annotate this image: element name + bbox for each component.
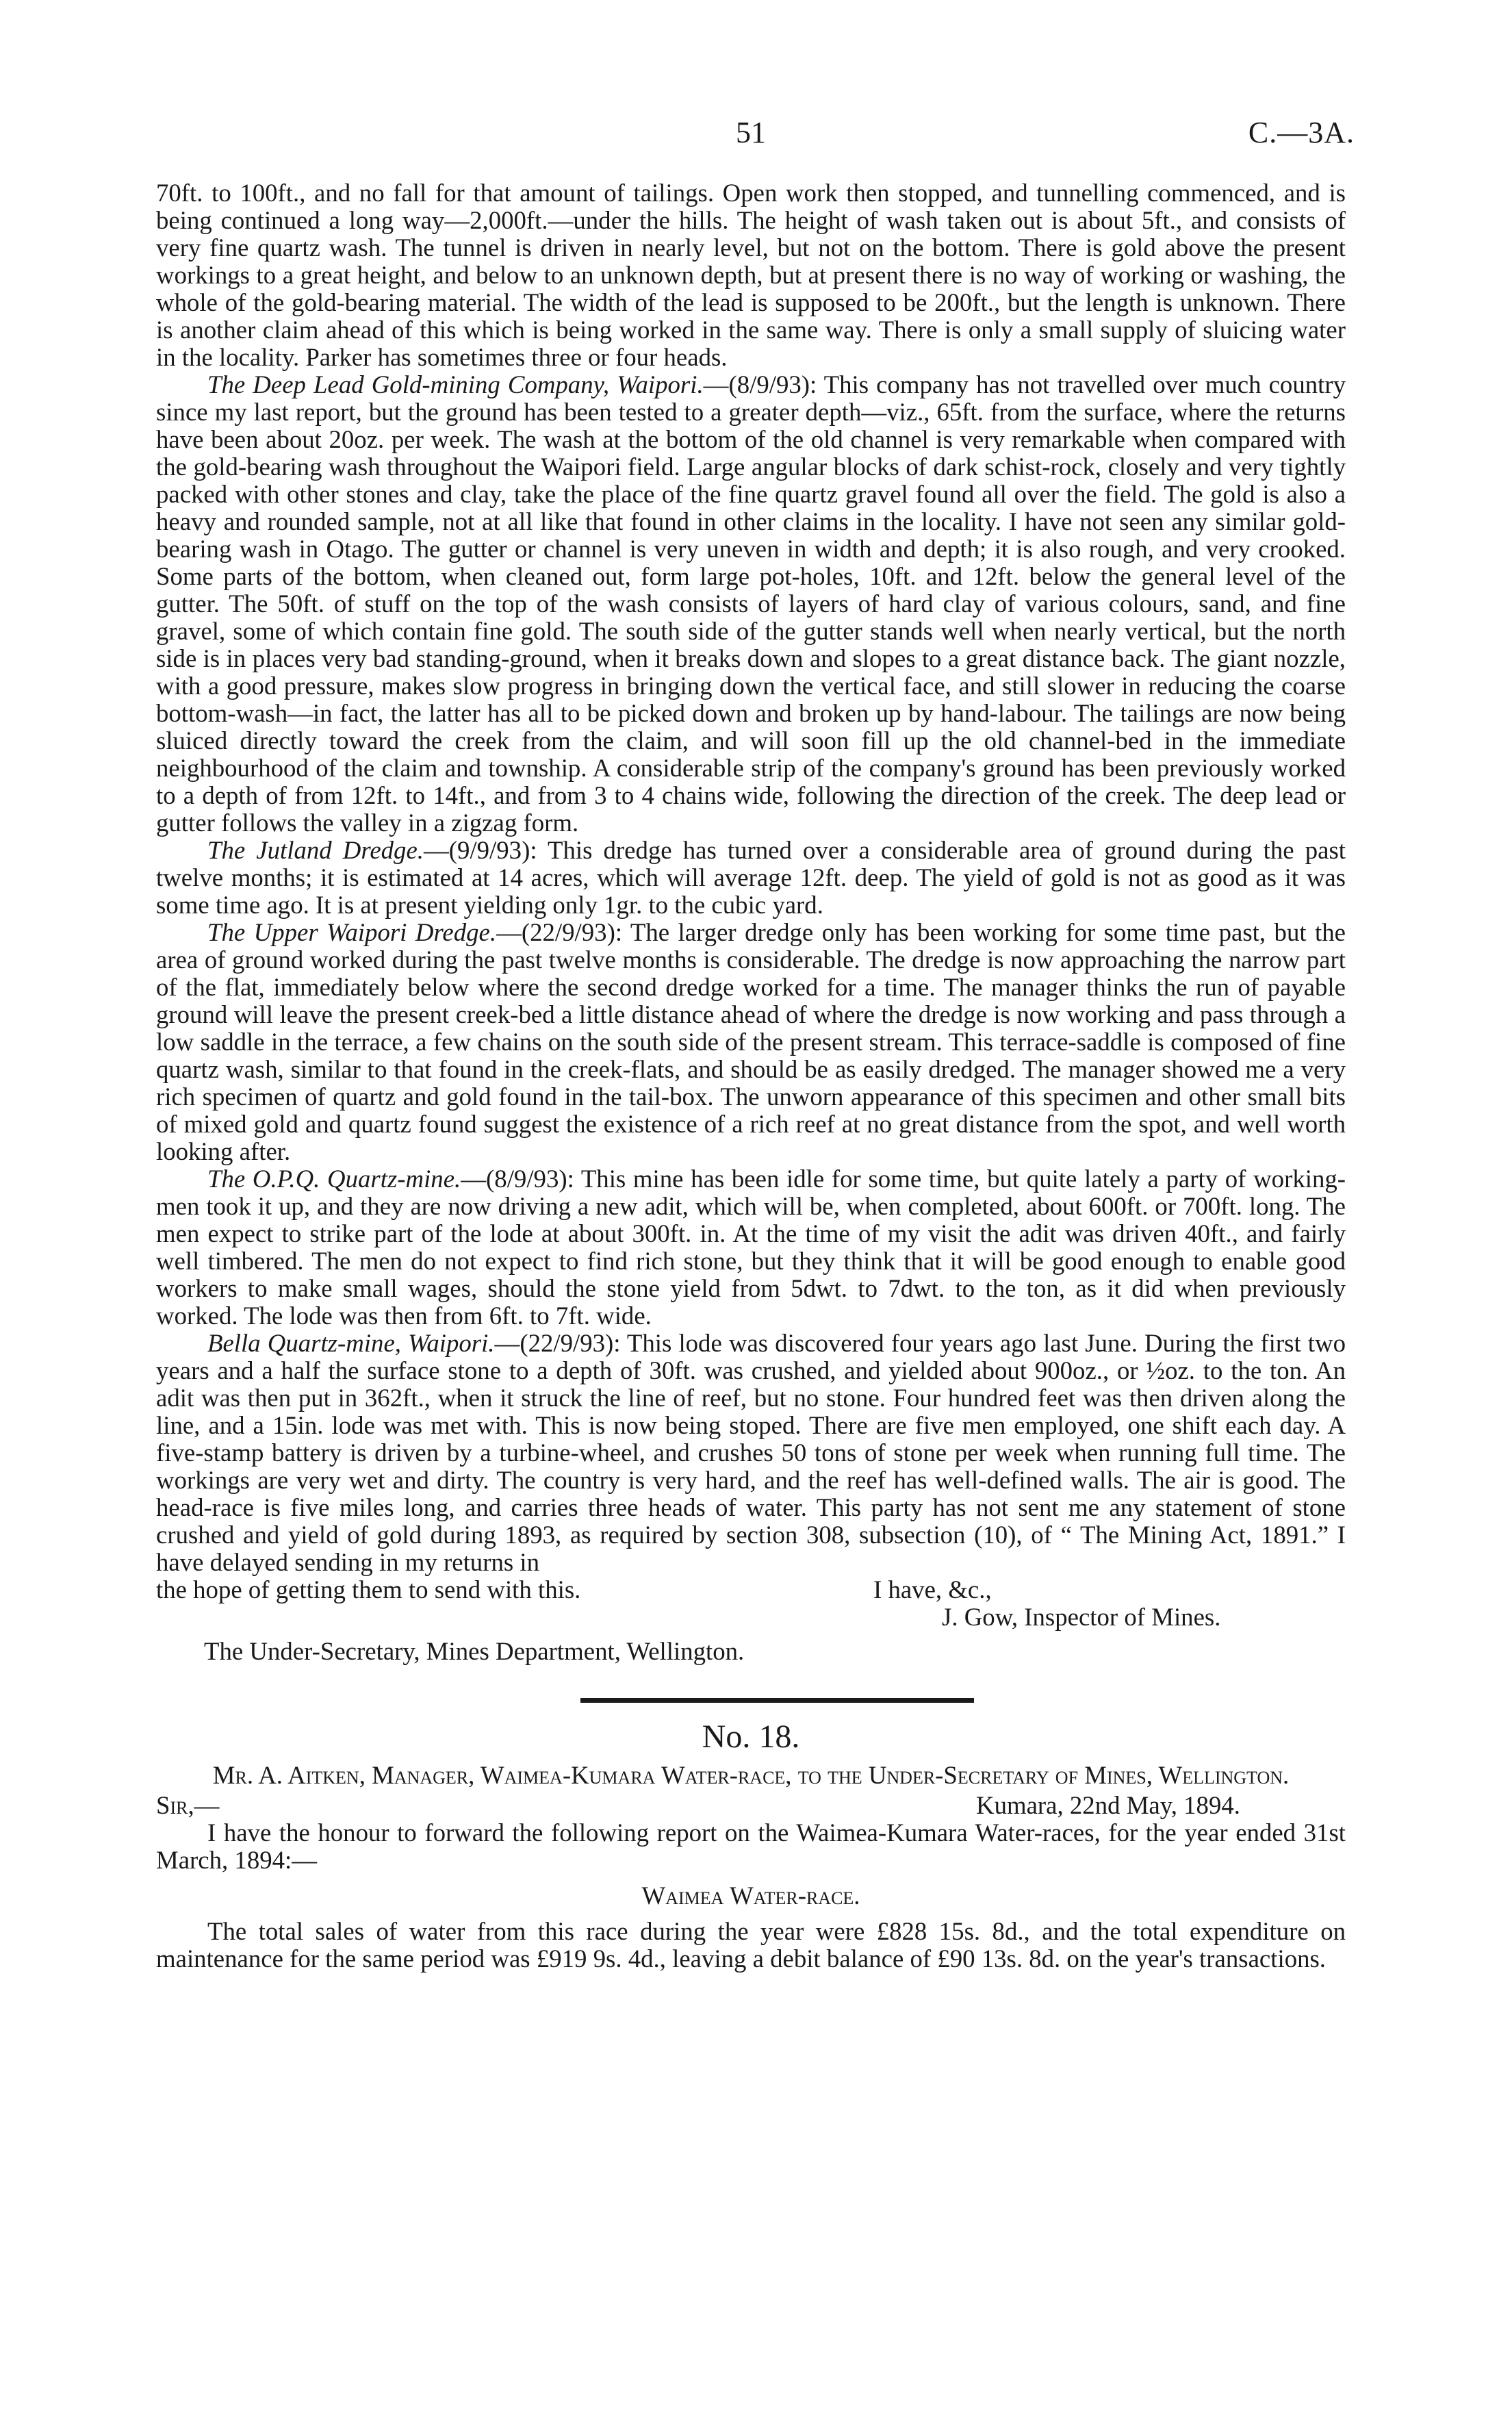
paragraph-text: —(9/9/93): This dredge has turned over a considerable area of ground during the past twelve months; it is estimated at 14 acres, which will average 12ft. deep. The yield of gold is not as good as it was some time ago. It is at present yielding only 1gr. to the cubic yard. (156, 836, 1346, 919)
paragraph-title: The Deep Lead Gold-mining Company, Waipori. (207, 370, 704, 398)
paragraph-text: —(22/9/93): This lode was discovered four years ago last June. During the first two years and a half the surface stone to a depth of 30ft. was crushed, and yielded about 900oz., or ½oz. to the ton. An adit was then put in 362ft., when it struck the line of reef, but no stone. Four hundred feet was then driven along the line, and a 15in. lode was met with. This is now being stoped. There are five men employed, one shift each day. A five-stamp battery is driven by a turbine-wheel, and crushes 50 tons of stone per week when running full time. The workings are very wet and dirty. The country is very hard, and the reef has well-defined walls. The air is good. The head-race is five miles long, and carries three heads of water. This party has not sent me any statement of stone crushed and yield of gold during 1893, as required by section 308, subsection (10), of “ The Mining Act, 1891.” I have delayed sending in my returns in (156, 1329, 1346, 1576)
section-divider (580, 1698, 974, 1703)
salutation-line (156, 1792, 1346, 1819)
paragraph-title: The Upper Waipori Dredge. (207, 918, 497, 946)
paragraph-jutland-dredge (156, 837, 1346, 919)
subheading: Waimea Water-race. (641, 1881, 860, 1910)
paragraph-title: The O.P.Q. Quartz-mine. (207, 1165, 461, 1193)
place-date: Kumara, 22nd May, 1894. (976, 1791, 1240, 1819)
paragraph-bella-quartz-mine (156, 1330, 1346, 1576)
paragraph-text: —(8/9/93): This company has not travelled over much country since my last report, but the ground has been tested to a greater depth—viz., 65ft. from the surface, where the returns have been about 20oz. per week. The wash at the bottom of the old channel is very remarkable when compared with the gold-bearing wash throughout the Waipori field. Large angular blocks of dark schist-rock, closely and very tightly packed with other stones and clay, take the place of the fine quartz gravel found all over the field. The gold is also a heavy and rounded sample, not at all like that found in other claims in the locality. I have not seen any similar gold-bearing wash in Otago. The gutter or channel is very uneven in width and depth; it is also rough, and very crooked. Some parts of the bottom, when cleaned out, form large pot-holes, 10ft. and 12ft. below the general level of the gutter. The 50ft. of stuff on the top of the wash consists of layers of hard clay of various colours, sand, and fine gravel, some of which contain fine gold. The south side of the gutter stands well when nearly vertical, but the north side is in places very bad standing-ground, when it breaks down and slopes to a great distance back. The giant nozzle, with a good pressure, makes slow progress in bringing down the vertical face, and still slower in reducing the coarse bottom-wash—in fact, the latter has all to be picked down and broken up by hand-labour. The tailings are now being sluiced directly toward the creek from the claim, and will soon fill up the old channel-bed in the immediate neighbourhood of the claim and township. A considerable strip of the company's ground has been previously worked to a depth of from 12ft. to 14ft., and from 3 to 4 chains wide, following the direction of the creek. The deep lead or gutter follows the valley in a zigzag form. (156, 370, 1346, 837)
salutation: Sir,— (156, 1791, 220, 1819)
paragraph-opq-quartz-mine (156, 1165, 1346, 1330)
water-race-report: The total sales of water from this race during the year were £828 15s. 8d., and the total expenditure on maintenance for the same period was £919 9s. 4d., leaving a debit balance of £90 13s. 8d. on the year's transactions. (156, 1917, 1346, 1973)
paragraph-text: —(22/9/93): The larger dredge only has been working for some time past, but the area of ground worked during the past twelve months is considerable. The dredge is now approaching the narrow part of the flat, immediately below where the second dredge worked for a time. The manager thinks the run of payable ground will leave the present creek-bed a little distance ahead of where the dredge is now working and pass through a low saddle in the terrace, a few chains on the south side of the present stream. This terrace-saddle is composed of fine quartz wash, similar to that found in the creek-flats, and should be as easily dredged. The manager showed me a very rich specimen of quartz and gold found in the tail-box. The unworn appearance of this specimen and other small bits of mixed gold and quartz found suggest the existence of a rich reef at no great distance from the spot, and well worth looking after. (156, 918, 1346, 1165)
paragraph-continuation: 70ft. to 100ft., and no fall for that amount of tailings. Open work then stopped, and tunnelling commenced, and is being continued a long way—2,000ft.—under the hills. The height of wash taken out is about 5ft., and consists of very fine quartz wash. The tunnel is driven in nearly level, but not on the bottom. There is gold above the present workings to a great height, and below to an unknown depth, but at present there is no way of working or washing, the whole of the gold-bearing material. The width of the lead is supposed to be 200ft., but the length is unknown. There is another claim ahead of this which is being worked in the same way. There is only a small supply of sluicing water in the locality. Parker has sometimes three or four heads. (156, 179, 1346, 371)
paragraph-upper-waipori-dredge (156, 919, 1346, 1165)
document-reference: C.—3A. (1248, 116, 1355, 149)
paragraph-title: The Jutland Dredge. (207, 836, 424, 864)
addressee: The Under-Secretary, Mines Department, Wellington. (204, 1637, 745, 1665)
letter-intro: Mr. A. Aitken, Manager, Waimea-Kumara Water-race, to the Under-Secretary of Mines, Wellington. (212, 1761, 1290, 1789)
report-body (156, 179, 1346, 1973)
letter-opening: I have the honour to forward the following report on the Waimea-Kumara Water-races, for the year ended 31st March, 1894:— (156, 1818, 1346, 1874)
closing-phrase: I have, &c., (873, 1575, 992, 1603)
paragraph-text: —(8/9/93): This mine has been idle for some time, but quite lately a party of working-men took it up, and they are now driving a new adit, which will be, when completed, about 600ft. or 700ft. long. The men expect to strike part of the lode at about 300ft. in. At the time of my visit the adit was driven 40ft., and fairly well timbered. The men do not expect to find rich stone, but they think that it will be good enough to enable good workers to make small wages, should the stone yield from 5dwt. to 7dwt. to the ton, as it did when previously worked. The lode was then from 6ft. to 7ft. wide. (156, 1165, 1346, 1330)
paragraph-title: Bella Quartz-mine, Waipori. (207, 1329, 495, 1357)
signature: J. Gow, Inspector of Mines. (942, 1603, 1221, 1631)
letter-closing-line (156, 1576, 1346, 1603)
paragraph-deep-lead (156, 371, 1346, 837)
closing-last-line: the hope of getting them to send with this. (156, 1575, 581, 1603)
page-number: 51 (736, 116, 766, 149)
section-heading: No. 18. (702, 1719, 800, 1755)
